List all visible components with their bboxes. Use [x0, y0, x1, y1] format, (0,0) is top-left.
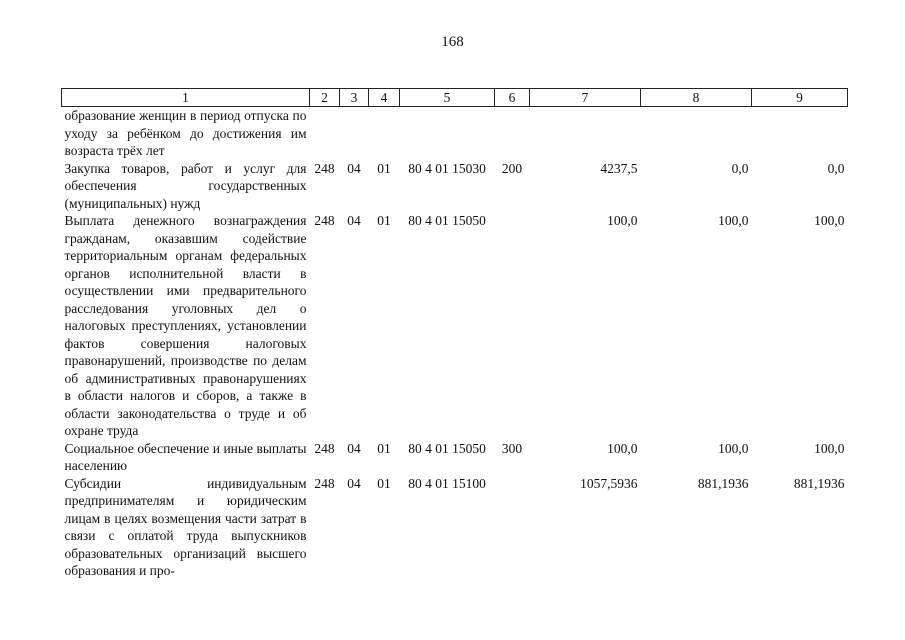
cell-subsection: 01 — [377, 475, 391, 491]
table-row — [62, 160, 848, 213]
column-header-9: 9 — [752, 89, 848, 107]
cell-expense-type: 300 — [501, 440, 523, 456]
cell-ministry: 248 — [314, 213, 335, 228]
cell-amount-9: 100,0 — [814, 440, 845, 456]
column-header-2: 2 — [310, 89, 340, 107]
cell-target-article — [400, 107, 495, 160]
cell-target-article: 80 4 01 15030 — [408, 160, 486, 176]
cell-section: 04 — [347, 213, 361, 228]
row-name: Выплата денежного вознаграждения гражданам, оказавшим содействие территориальным органам федеральных органов исполнительной власти в осуществлении ими предварительного расследования уголовных дел о налоговых преступлениях, установлении фактов совершения налоговых правонарушений, производстве по делам об административных правонарушениях в области налогов и сборов, а также в области законодательства о труде и об охране труда — [64, 213, 307, 438]
cell-amount-8: 881,1936 — [697, 475, 749, 491]
table-row — [62, 107, 848, 160]
cell-subsection: 01 — [377, 440, 391, 456]
cell-ministry: 248 — [314, 160, 335, 176]
column-header-4: 4 — [369, 89, 400, 107]
cell-subsection: 01 — [377, 213, 391, 228]
row-name: образование женщин в период отпуска по уходу за ребёнком до достижения им возраста трёх лет — [64, 108, 307, 158]
column-header-6: 6 — [495, 89, 530, 107]
table-header-row — [62, 89, 848, 107]
row-name: Социальное обеспечение и иные выплаты населению — [64, 440, 307, 473]
page-number: 168 — [441, 34, 464, 50]
cell-amount-8 — [641, 107, 752, 160]
cell-section: 04 — [347, 160, 361, 176]
cell-ministry — [310, 107, 340, 160]
column-header-3: 3 — [340, 89, 369, 107]
column-header-8: 8 — [641, 89, 752, 107]
cell-amount-9: 881,1936 — [793, 475, 845, 491]
cell-expense-type — [495, 107, 530, 160]
column-header-5: 5 — [400, 89, 495, 107]
cell-section: 04 — [347, 475, 361, 491]
cell-ministry: 248 — [314, 440, 335, 456]
table-row — [62, 475, 848, 580]
cell-expense-type — [495, 212, 530, 440]
column-header-7: 7 — [530, 89, 641, 107]
cell-amount-8: 0,0 — [731, 160, 749, 176]
cell-subsection — [369, 107, 400, 160]
cell-amount-7: 100,0 — [607, 440, 638, 456]
cell-section: 04 — [347, 440, 361, 456]
cell-target-article: 80 4 01 15100 — [408, 475, 486, 491]
cell-expense-type: 200 — [501, 160, 523, 176]
cell-target-article: 80 4 01 15050 — [408, 440, 486, 456]
cell-amount-7: 1057,5936 — [580, 475, 638, 491]
column-header-1: 1 — [62, 89, 310, 107]
cell-expense-type — [495, 475, 530, 580]
cell-ministry: 248 — [314, 475, 335, 491]
row-name: Субсидии индивидуальным предпринимателям и юридическим лицам в целях возмещения части затрат в связи с оплатой труда выпускников образовательных организаций высшего образования и про- — [64, 475, 307, 578]
budget-table — [61, 88, 848, 580]
cell-amount-8: 100,0 — [718, 440, 749, 456]
cell-amount-9: 100,0 — [814, 213, 845, 228]
table-row — [62, 212, 848, 440]
cell-target-article: 80 4 01 15050 — [408, 213, 486, 228]
cell-amount-9 — [752, 107, 848, 160]
cell-amount-9: 0,0 — [827, 160, 845, 176]
row-name: Закупка товаров, работ и услуг для обеспечения государственных (муниципальных) нужд — [64, 160, 307, 211]
cell-amount-7 — [530, 107, 641, 160]
table-row — [62, 440, 848, 475]
cell-amount-7: 100,0 — [607, 213, 638, 228]
cell-section — [340, 107, 369, 160]
cell-amount-8: 100,0 — [718, 213, 749, 228]
cell-amount-7: 4237,5 — [600, 160, 638, 176]
cell-subsection: 01 — [377, 160, 391, 176]
